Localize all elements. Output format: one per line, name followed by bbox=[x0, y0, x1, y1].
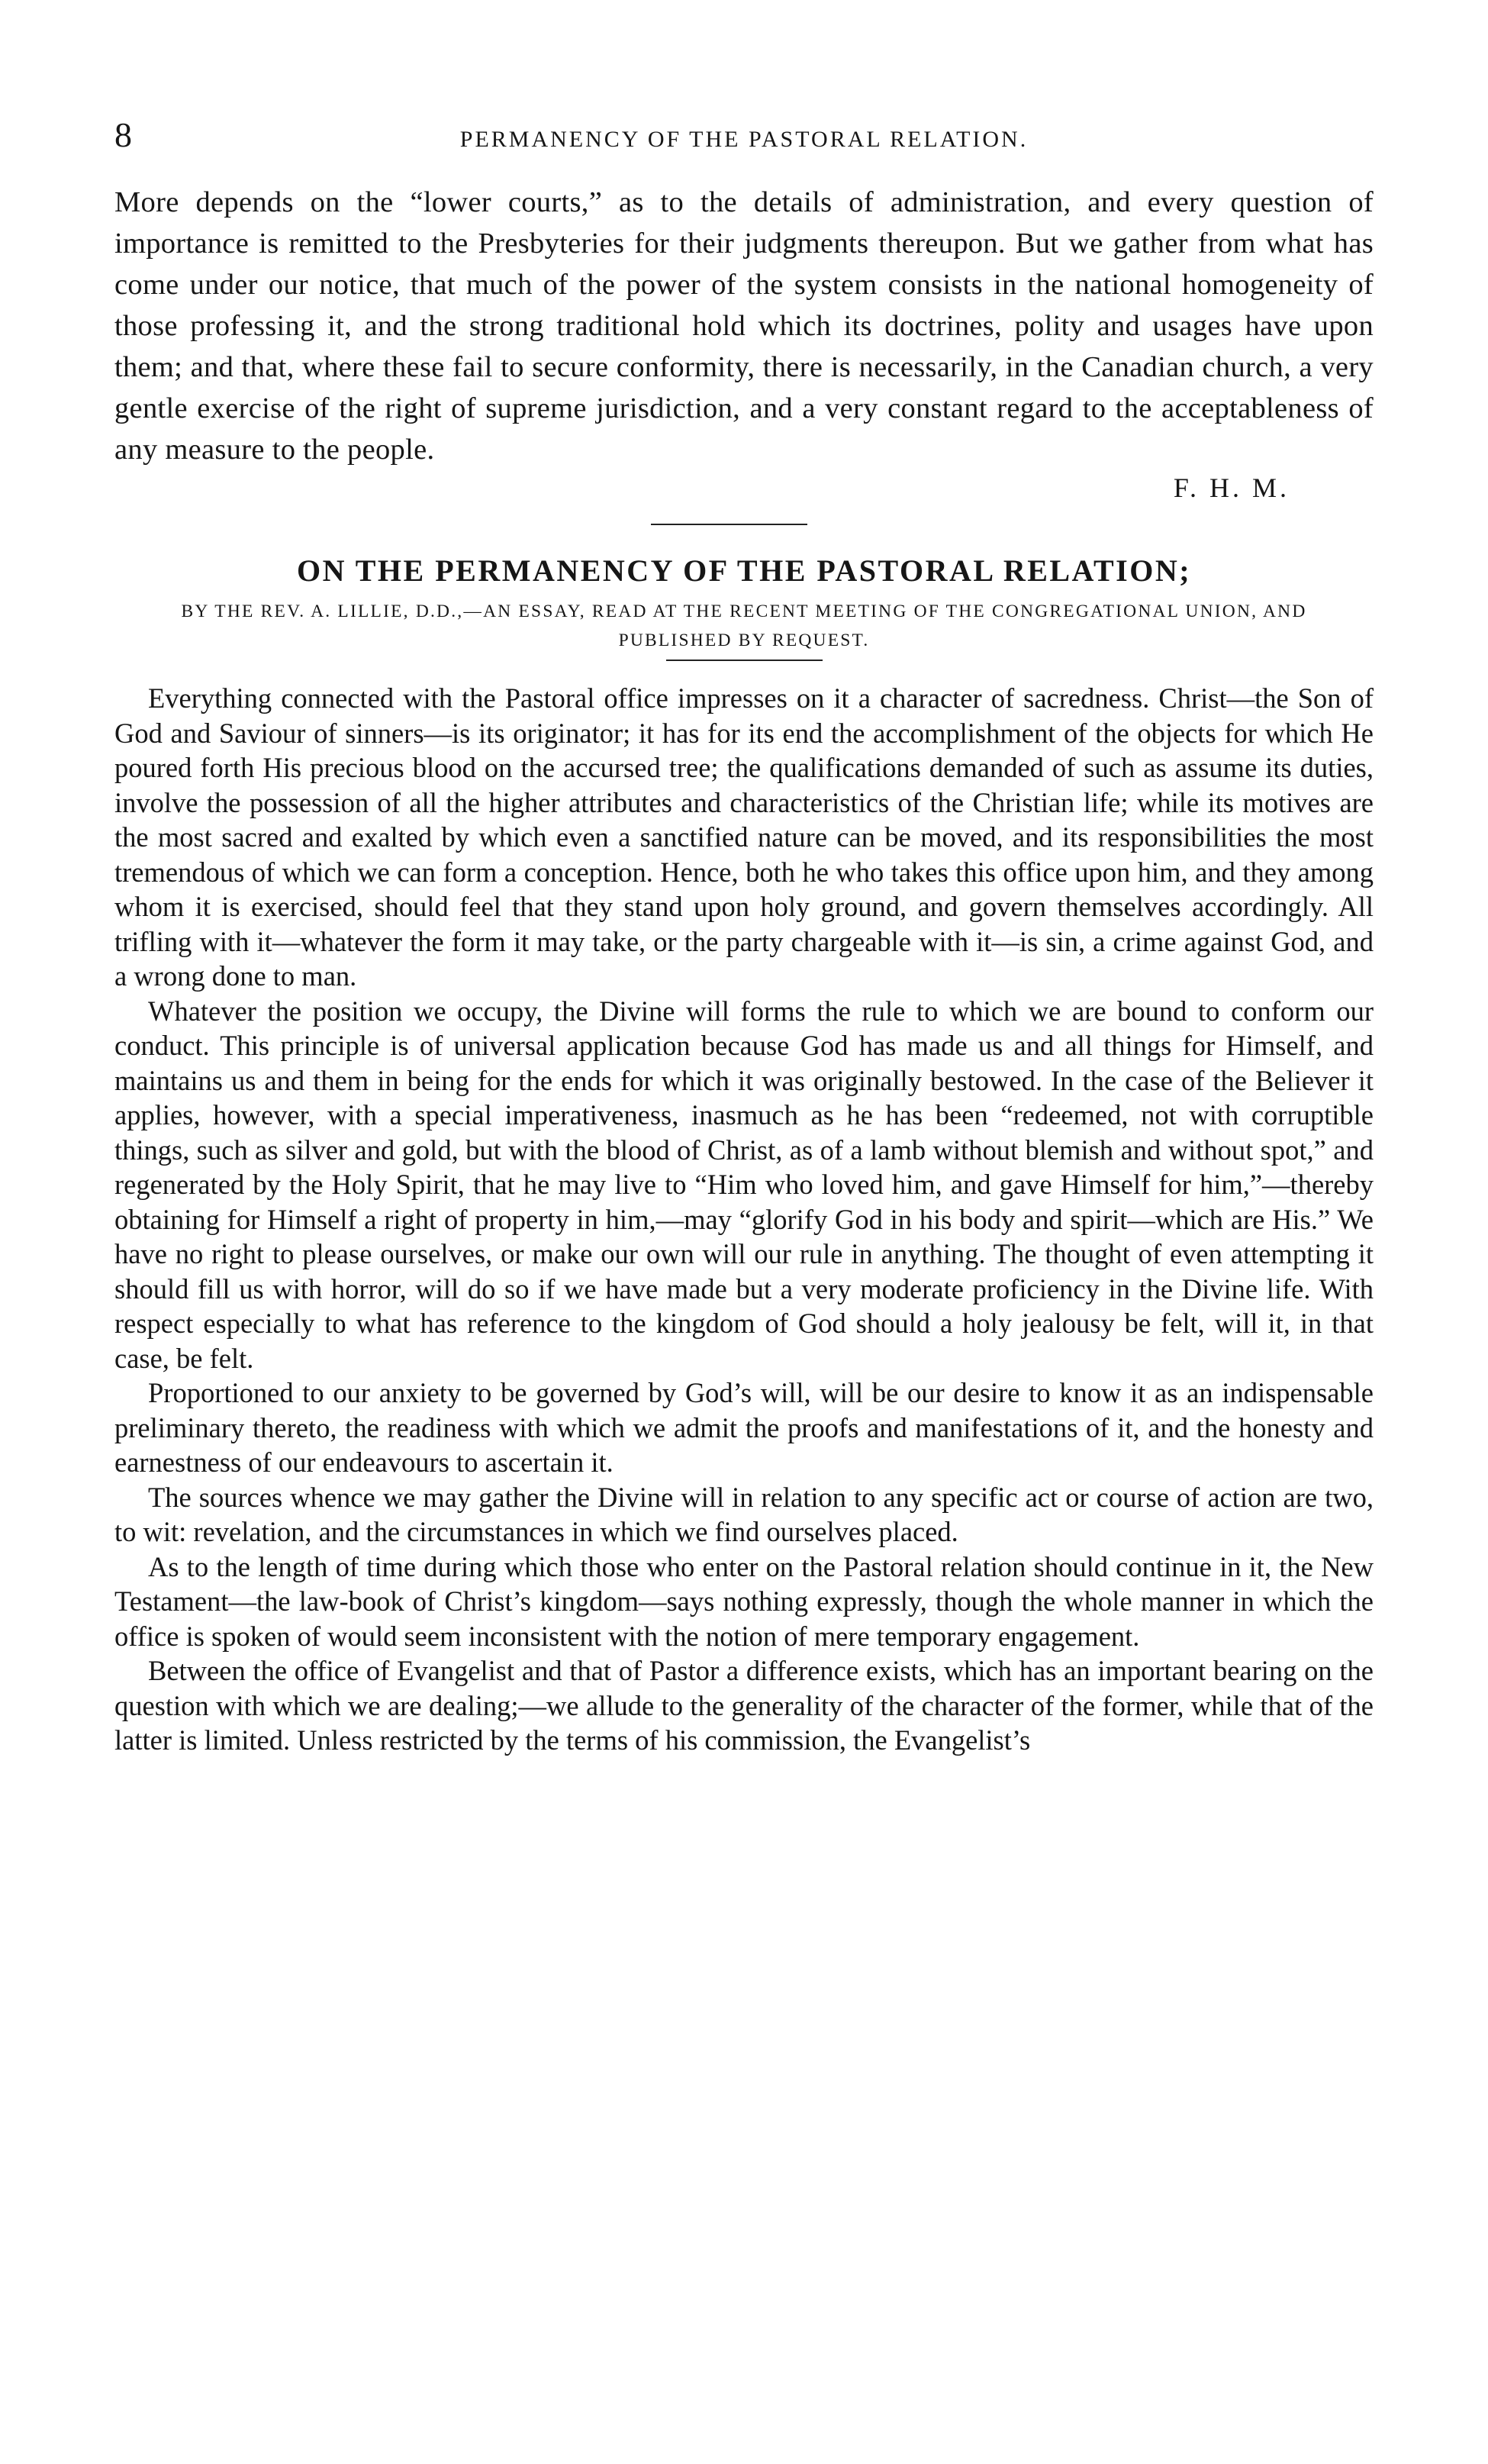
article-paragraph: Between the office of Evangelist and that of Pastor a difference exists, which has an important bearing on the question with which we are dealing;—we allude to the generality of the character of the former, while that of the latter is limited. Unless restricted by the terms of his commission, the Evangelist’s bbox=[114, 1655, 1374, 1756]
article-paragraph: Everything connected with the Pastoral office impresses on it a character of sacredness. Christ—the Son of God and Saviour of sinners—is its originator; it has for its end the accomplishment of the objects for which He poured forth His precious blood on the accursed tree; the qualifications demanded of such as assume its duties, involve the possession of all the higher attributes and characteristics of the Christian life; while its motives are the most sacred and exalted by which even a sanctified nature can be moved, and its responsibilities the most tremendous of which we can form a conception. Hence, both he who takes this office upon him, and they among whom it is exercised, should feel that they stand upon holy ground, and govern themselves accordingly. All trifling with it—whatever the form it may take, or the party chargeable with it—is sin, a crime against God, and a wrong done to man. bbox=[114, 682, 1374, 992]
article-title: ON THE PERMANENCY OF THE PASTORAL RELATION; bbox=[296, 553, 1192, 588]
page bbox=[114, 114, 1374, 1758]
author-initials-signature: F. H. M. bbox=[1173, 472, 1290, 503]
section-divider bbox=[651, 524, 807, 525]
article-paragraph: As to the length of time during which those who enter on the Pastoral relation should continue in it, the New Testament—the law-book of Christ’s kingdom—says nothing expressly, though the whole manner in which the office is spoken of would seem inconsistent with the notion of mere temporary engagement. bbox=[114, 1550, 1374, 1652]
article-byline: BY THE REV. A. LILLIE, D.D.,—AN ESSAY, READ AT THE RECENT MEETING OF THE CONGREGATIONAL UNION, AND PUBLISHED BY REQUEST. bbox=[181, 601, 1307, 650]
running-title: PERMANENCY OF THE PASTORAL RELATION. bbox=[459, 127, 1029, 152]
byline-divider bbox=[666, 660, 823, 661]
article-paragraph: Whatever the position we occupy, the Divine will forms the rule to which we are bound to conform our conduct. This principle is of universal application because God has made us and all things for Himself, and maintains us and them in being for the ends for which it was originally bestowed. In the case of the Believer it applies, however, with a special imperativeness, inasmuch as he has been “redeemed, not with corruptible things, such as silver and gold, but with the blood of Christ, as of a lamb without blemish and without spot,” and regenerated by the Holy Spirit, that he may live to “Him who loved him, and gave Himself for him,”—thereby obtaining for Himself a right of property in him,—may “glorify God in his body and spirit—which are His.” We have no right to please ourselves, or make our own will our rule in anything. The thought of even attempting it should fill us with horror, will do so if we have made but a very moderate proficiency in the Divine life. With respect especially to what has reference to the kingdom of God should a holy jealousy be felt, will it, in that case, be felt. bbox=[114, 995, 1374, 1374]
running-head bbox=[114, 114, 1374, 168]
article-paragraph: Proportioned to our anxiety to be governed by God’s will, will be our desire to know it as an indispensable preliminary thereto, the readiness with which we admit the proofs and manifestations of it, and the honesty and earnestness of our endeavours to ascertain it. bbox=[114, 1377, 1374, 1478]
page-number: 8 bbox=[114, 115, 132, 154]
previous-article-closing-paragraph: More depends on the “lᴏwer courts,” as to the details of administration, and every question of importance is remitted to the Presbyteries for their judgments thereupon. But we gather from what has come under our notice, that much of the power of the system consists in the national homogeneity of those professing it, and the strong traditional hold which its doctrines, polity and usages have upon them; and that, where these fail to secure conformity, there is necessarily, in the Canadian church, a very gentle exercise of the right of supreme jurisdiction, and a very constant regard to the acceptableness of any measure to the people. bbox=[114, 186, 1374, 466]
article-paragraph: The sources whence we may gather the Divine will in relation to any specific act or course of action are two, to wit: revelation, and the circumstances in which we find ourselves placed. bbox=[114, 1481, 1374, 1547]
